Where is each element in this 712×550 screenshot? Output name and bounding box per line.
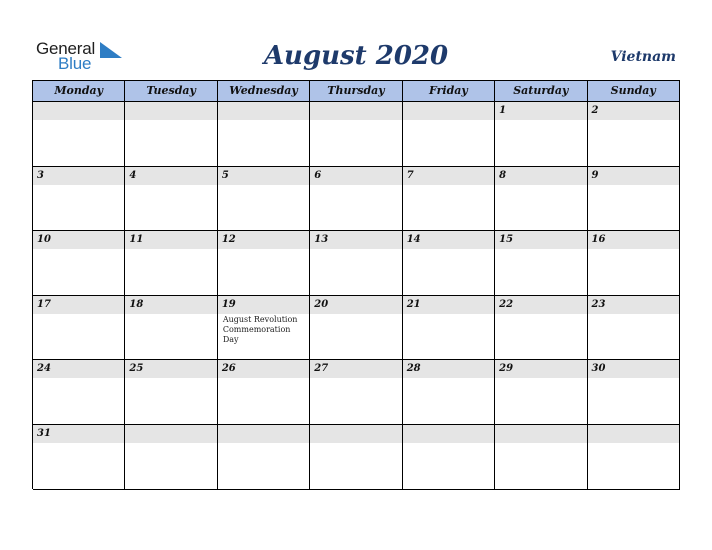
day-header-band <box>218 425 309 443</box>
day-cell-20 <box>310 296 402 361</box>
day-header-band <box>403 102 494 120</box>
day-number: 31 <box>37 427 51 439</box>
day-number: 16 <box>591 234 606 246</box>
day-header-band <box>495 167 586 185</box>
day-cell-empty <box>495 425 587 490</box>
day-cell-7 <box>403 167 495 232</box>
day-cell-8 <box>495 167 587 232</box>
calendar-grid <box>32 80 680 489</box>
day-header-band <box>495 102 586 120</box>
day-number: 21 <box>406 298 421 310</box>
day-header-band <box>33 167 124 185</box>
day-number: 5 <box>221 169 229 181</box>
logo-text-general: General <box>36 39 96 58</box>
day-cell-26 <box>218 360 310 425</box>
day-cell-empty <box>588 425 680 490</box>
day-number: 2 <box>591 105 599 116</box>
day-cell-empty <box>403 102 495 167</box>
weekday-header-saturday: Saturday <box>495 81 587 102</box>
day-cell-31 <box>33 425 125 490</box>
day-cell-9 <box>588 167 680 232</box>
weekday-header-thursday: Thursday <box>310 81 402 102</box>
week-row <box>33 167 680 232</box>
day-cell-15 <box>495 231 587 296</box>
day-cell-empty <box>218 425 310 490</box>
day-number: 17 <box>37 298 51 310</box>
day-cell-empty <box>125 102 217 167</box>
day-header-band <box>588 167 679 185</box>
day-number: 10 <box>37 234 51 246</box>
week-row <box>33 231 680 296</box>
day-cell-1 <box>495 102 587 167</box>
day-cell-10 <box>33 231 125 296</box>
day-cell-18 <box>125 296 217 361</box>
day-number: 20 <box>314 298 329 310</box>
day-cell-21 <box>403 296 495 361</box>
country-label: Vietnam <box>610 49 676 65</box>
day-header-band <box>218 102 309 120</box>
weekday-header-tuesday: Tuesday <box>125 81 217 102</box>
day-cell-22 <box>495 296 587 361</box>
day-number: 24 <box>37 363 51 375</box>
day-header-band <box>310 425 401 443</box>
day-number: 7 <box>406 169 414 181</box>
day-number: 27 <box>314 363 329 375</box>
day-header-band <box>403 425 494 443</box>
day-number: 1 <box>499 105 507 116</box>
day-number: 25 <box>129 363 144 375</box>
day-header-band <box>218 167 309 185</box>
day-number: 8 <box>499 169 507 181</box>
day-cell-28 <box>403 360 495 425</box>
day-number: 28 <box>406 363 421 375</box>
day-header-band <box>125 167 216 185</box>
day-cell-23 <box>588 296 680 361</box>
day-cell-11 <box>125 231 217 296</box>
day-cell-14 <box>403 231 495 296</box>
day-number: 19 <box>221 298 236 310</box>
day-header-band <box>588 425 679 443</box>
day-number: 29 <box>499 363 514 375</box>
week-row <box>33 296 680 361</box>
day-number: 9 <box>591 169 599 181</box>
day-number: 22 <box>499 298 514 310</box>
day-cell-empty <box>310 425 402 490</box>
day-cell-4 <box>125 167 217 232</box>
day-cell-2 <box>588 102 680 167</box>
day-number: 6 <box>314 169 322 181</box>
day-header-band <box>588 102 679 120</box>
day-cell-12 <box>218 231 310 296</box>
day-cell-13 <box>310 231 402 296</box>
day-header-band <box>310 102 401 120</box>
week-row <box>33 360 680 425</box>
weekday-header-sunday: Sunday <box>588 81 680 102</box>
calendar-weeks <box>33 102 680 490</box>
day-header-band <box>33 102 124 120</box>
day-cell-19 <box>218 296 310 361</box>
day-number: 26 <box>221 363 236 375</box>
week-row <box>33 425 680 490</box>
day-number: 14 <box>406 234 421 246</box>
weekday-header-row <box>33 81 680 102</box>
day-number: 13 <box>314 234 329 246</box>
day-cell-empty <box>33 102 125 167</box>
weekday-header-monday: Monday <box>33 81 125 102</box>
day-header-band <box>310 167 401 185</box>
day-cell-17 <box>33 296 125 361</box>
day-number: 30 <box>591 363 606 375</box>
day-cell-5 <box>218 167 310 232</box>
holiday-label: August Revolution Commemoration Day <box>222 314 298 344</box>
day-number: 3 <box>37 169 44 181</box>
day-cell-empty <box>125 425 217 490</box>
day-cell-3 <box>33 167 125 232</box>
page-title: August 2020 <box>263 41 449 71</box>
weekday-header-friday: Friday <box>403 81 495 102</box>
day-cell-16 <box>588 231 680 296</box>
day-header-band <box>403 167 494 185</box>
weekday-header-wednesday: Wednesday <box>218 81 310 102</box>
day-header-band <box>125 102 216 120</box>
day-cell-6 <box>310 167 402 232</box>
day-number: 12 <box>221 234 236 246</box>
day-number: 4 <box>129 169 137 181</box>
day-cell-empty <box>310 102 402 167</box>
week-row <box>33 102 680 167</box>
logo-text-blue: Blue <box>58 54 92 73</box>
day-cell-empty <box>403 425 495 490</box>
day-cell-25 <box>125 360 217 425</box>
day-cell-29 <box>495 360 587 425</box>
day-number: 18 <box>129 298 144 310</box>
day-cell-24 <box>33 360 125 425</box>
day-number: 11 <box>129 234 144 246</box>
day-cell-27 <box>310 360 402 425</box>
day-header-band <box>495 425 586 443</box>
day-cell-30 <box>588 360 680 425</box>
day-number: 15 <box>499 234 514 246</box>
day-number: 23 <box>591 298 606 310</box>
day-cell-empty <box>218 102 310 167</box>
day-header-band <box>125 425 216 443</box>
